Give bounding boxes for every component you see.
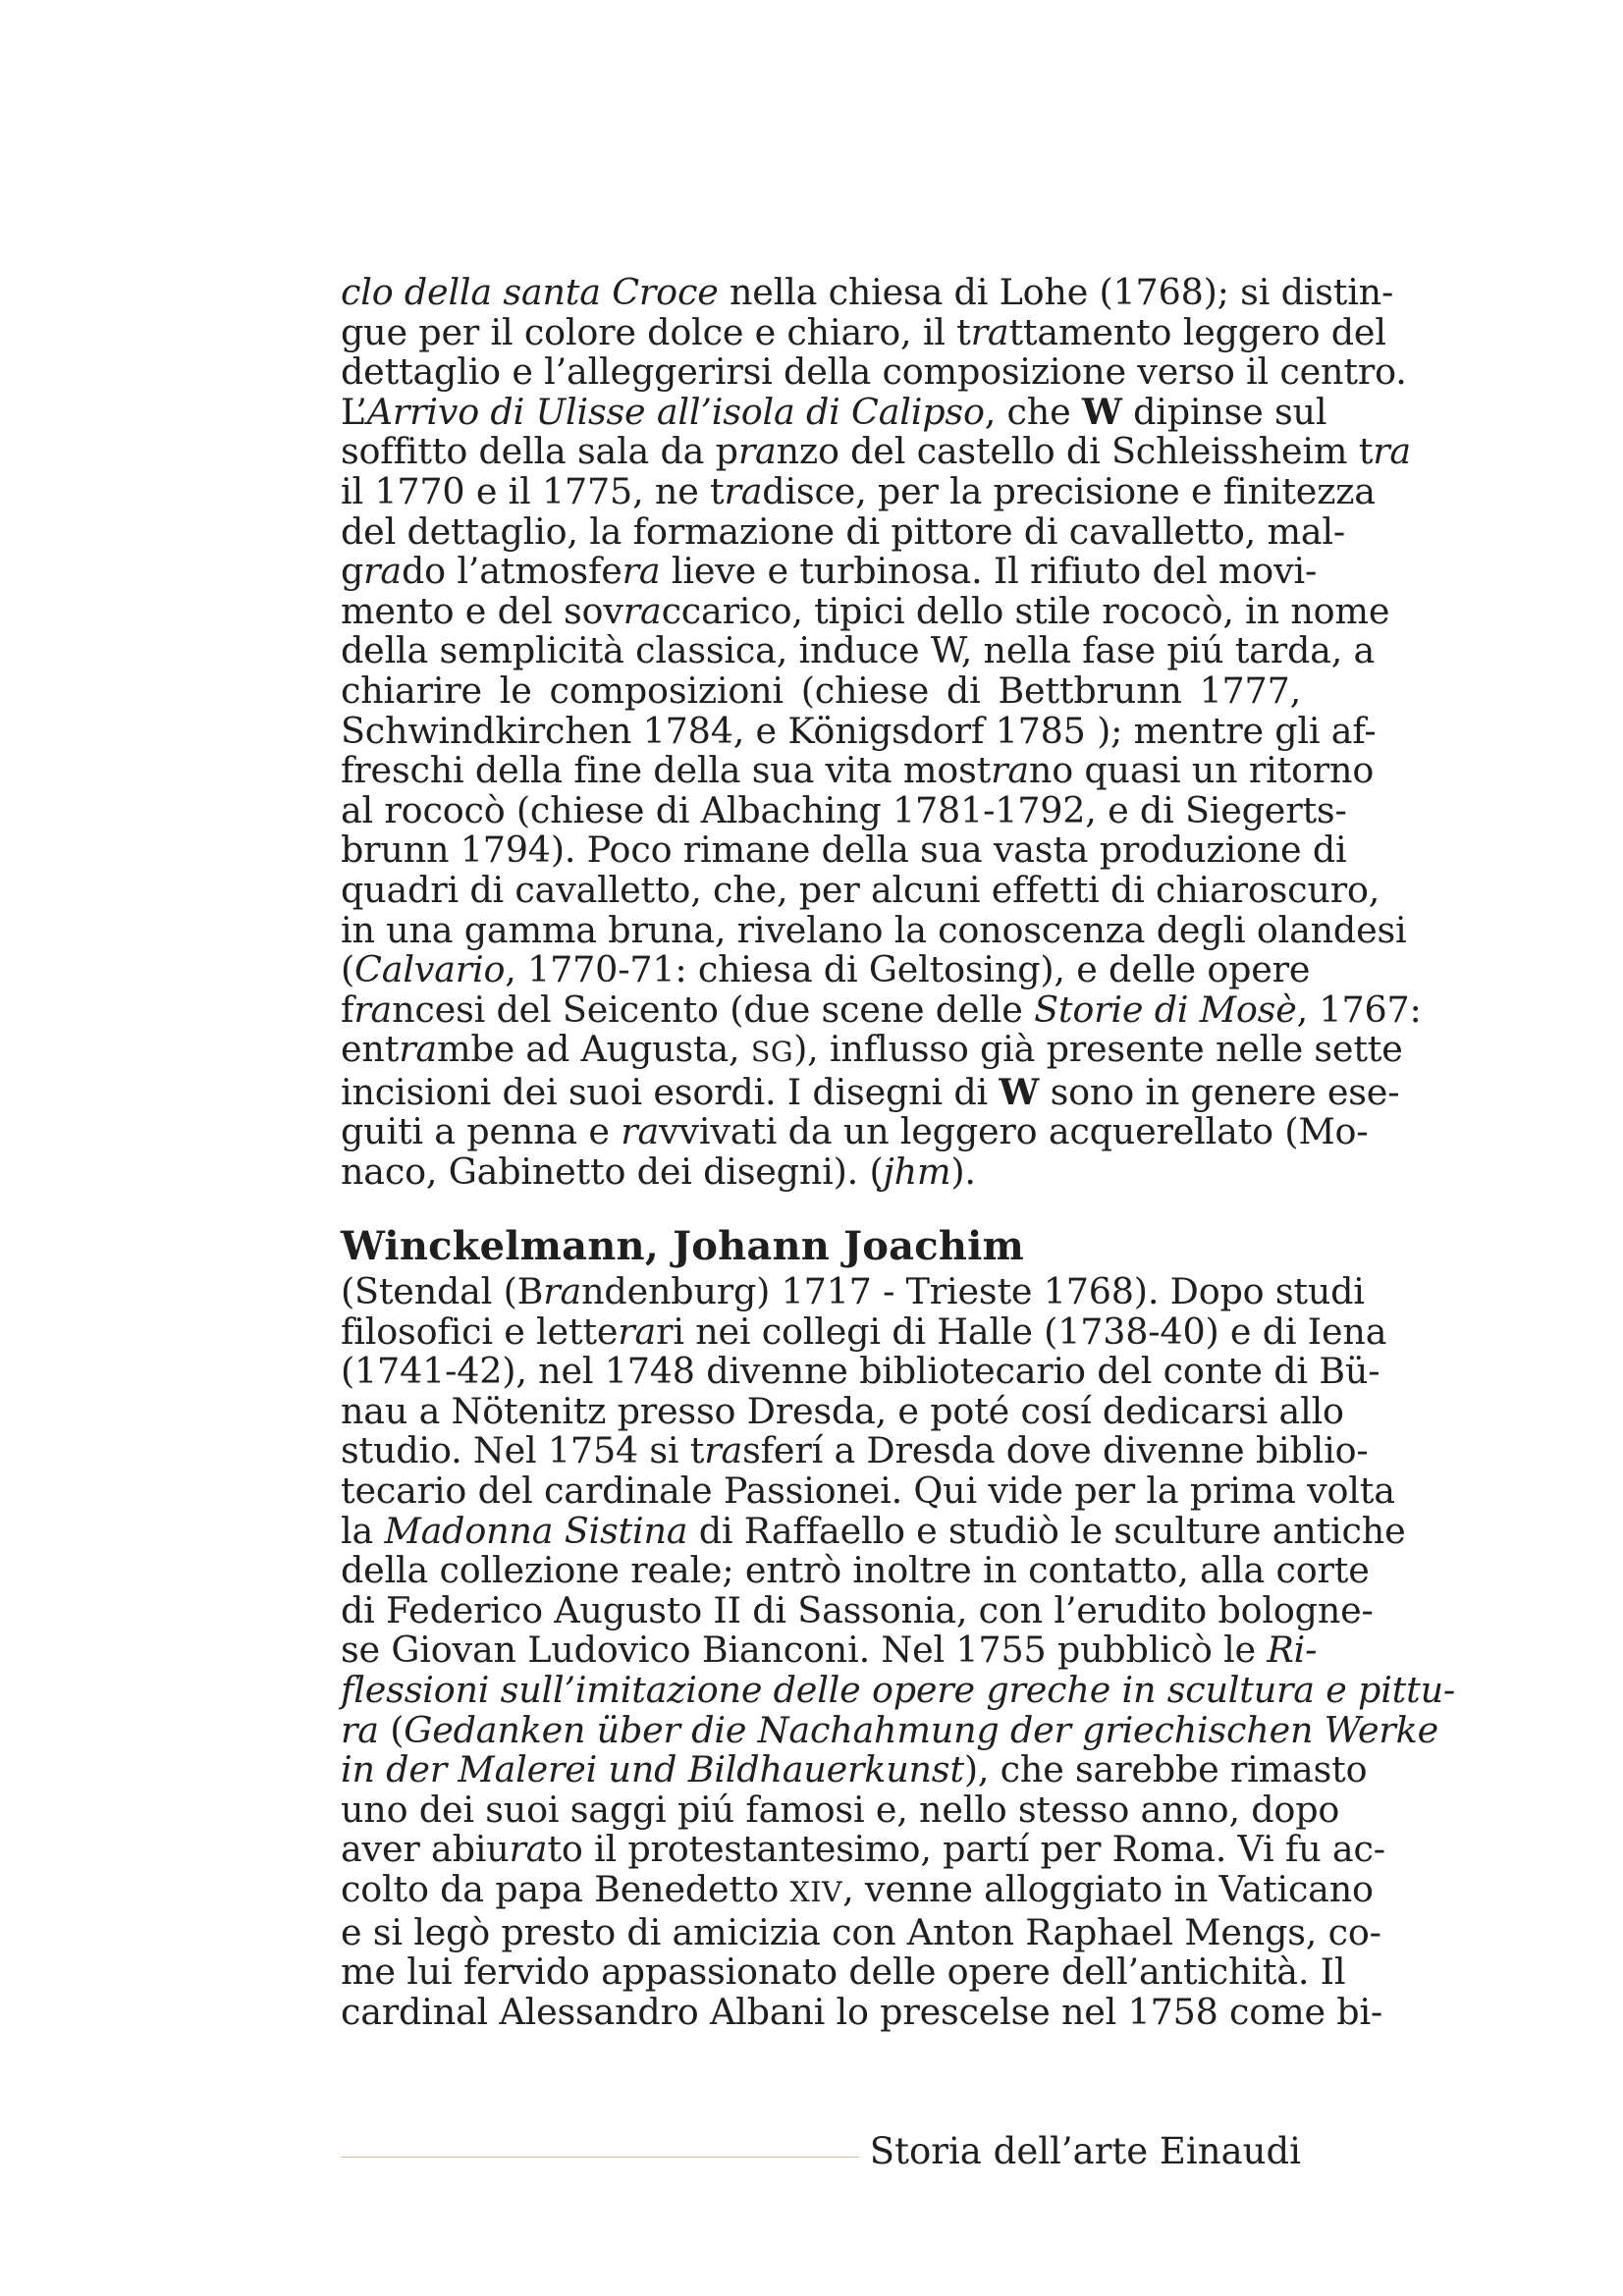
text-line: della semplicità classica, induce W, nella fase piú tarda, a — [341, 629, 1376, 672]
text-line: di Federico Augusto II di Sassonia, con l’erudito bologne- — [341, 1588, 1374, 1631]
text-line: guiti a penna e ravvivati da un leggero acquerellato (Mo- — [341, 1110, 1369, 1153]
text-line: chiarire le composizioni (chiese di Bettbrunn 1777, — [341, 668, 1301, 712]
text-line: dettaglio e l’alleggerirsi della composizione verso il centro. — [341, 350, 1407, 394]
text-line: il 1770 e il 1775, ne tradisce, per la precisione e finitezza — [341, 469, 1376, 512]
text-line: al rococò (chiese di Albaching 1781-1792, e di Siegerts- — [341, 788, 1347, 831]
text-line: aver abiurato il protestantesimo, partí per Roma. Vi fu ac- — [341, 1828, 1385, 1871]
text-line: (Stendal (Brandenburg) 1717 - Trieste 1768). Dopo studi — [341, 1270, 1365, 1312]
text-line: incisioni dei suoi esordi. I disegni di W sono in genere ese- — [341, 1070, 1400, 1113]
text-line: uno dei suoi saggi piú famosi e, nello stesso anno, dopo — [341, 1788, 1340, 1831]
text-line: (Calvario, 1770-71: chiesa di Geltosing), e delle opere — [341, 948, 1311, 991]
text-line: cardinal Alessandro Albani lo prescelse nel 1758 come bi- — [341, 1990, 1383, 2033]
footer-title: Storia dell’arte Einaudi — [869, 2130, 1301, 2172]
text-line: mento e del sovraccarico, tipici dello stile rococò, in nome — [341, 589, 1390, 632]
continuation-text — [341, 271, 1422, 1194]
text-line: naco, Gabinetto dei disegni). (jhm). — [341, 1150, 976, 1194]
text-line: in una gamma bruna, rivelano la conoscenza degli olandesi — [341, 908, 1407, 951]
text-line: la Madonna Sistina di Raffaello e studiò le sculture antiche — [341, 1509, 1406, 1552]
text-line: Schwindkirchen 1784, e Königsdorf 1785 ); mentre gli af- — [341, 709, 1377, 752]
text-line: entrambe ad Augusta, SG), influsso già presente nelle sette — [341, 1028, 1403, 1071]
text-line: freschi della fine della sua vita mostrano quasi un ritorno — [341, 749, 1375, 792]
text-line: gue per il colore dolce e chiaro, il trattamento leggero del — [341, 310, 1386, 353]
text-line: grado l’atmosfera lieve e turbinosa. Il rifiuto del movi- — [341, 550, 1318, 593]
text-line: flessioni sull’imitazione delle opere greche in scultura e pittu- — [341, 1668, 1456, 1711]
text-line: filosofici e letterari nei collegi di Halle (1738-40) e di Iena — [341, 1309, 1387, 1353]
text-line: quadri di cavalletto, che, per alcuni effetti di chiaroscuro, — [341, 868, 1380, 911]
text-line: e si legò presto di amicizia con Anton Raphael Mengs, co- — [341, 1910, 1381, 1953]
text-line: soffitto della sala da pranzo del castello di Schleissheim tra — [341, 430, 1411, 473]
text-line: in der Malerei und Bildhauerkunst), che sarebbe rimasto — [341, 1748, 1368, 1791]
text-line: brunn 1794). Poco rimane della sua vasta produzione di — [341, 828, 1347, 872]
text-line: L’Arrivo di Ulisse all’isola di Calipso, che W dipinse sul — [341, 390, 1327, 433]
text-line: della collezione reale; entrò inoltre in contatto, alla corte — [341, 1549, 1370, 1592]
text-line: nau a Nötenitz presso Dresda, e poté cosí dedicarsi allo — [341, 1389, 1344, 1432]
text-line: ra (Gedanken über die Nachahmung der griechischen Werke — [341, 1708, 1438, 1751]
text-line: se Giovan Ludovico Bianconi. Nel 1755 pubblicò le Ri- — [341, 1629, 1318, 1672]
footer-rule — [341, 2157, 859, 2158]
entry-heading: Winckelmann, Johann Joachim — [341, 1223, 1025, 1269]
text-line: clo della santa Croce nella chiesa di Lohe (1768); si distin- — [341, 271, 1394, 313]
text-line: tecario del cardinale Passionei. Qui vide per la prima volta — [341, 1468, 1395, 1512]
entry-body — [341, 1270, 1456, 2033]
text-line: me lui fervido appassionato delle opere dell’antichità. Il — [341, 1950, 1346, 1994]
text-line: francesi del Seicento (due scene delle Storie di Mosè, 1767: — [341, 988, 1422, 1031]
text-line: colto da papa Benedetto XIV, venne alloggiato in Vaticano — [341, 1867, 1374, 1910]
text-line: del dettaglio, la formazione di pittore di cavalletto, mal- — [341, 509, 1346, 553]
text-line: (1741-42), nel 1748 divenne bibliotecario del conte di Bü- — [341, 1350, 1380, 1393]
text-line: studio. Nel 1754 si trasferí a Dresda dove divenne biblio- — [341, 1429, 1369, 1472]
